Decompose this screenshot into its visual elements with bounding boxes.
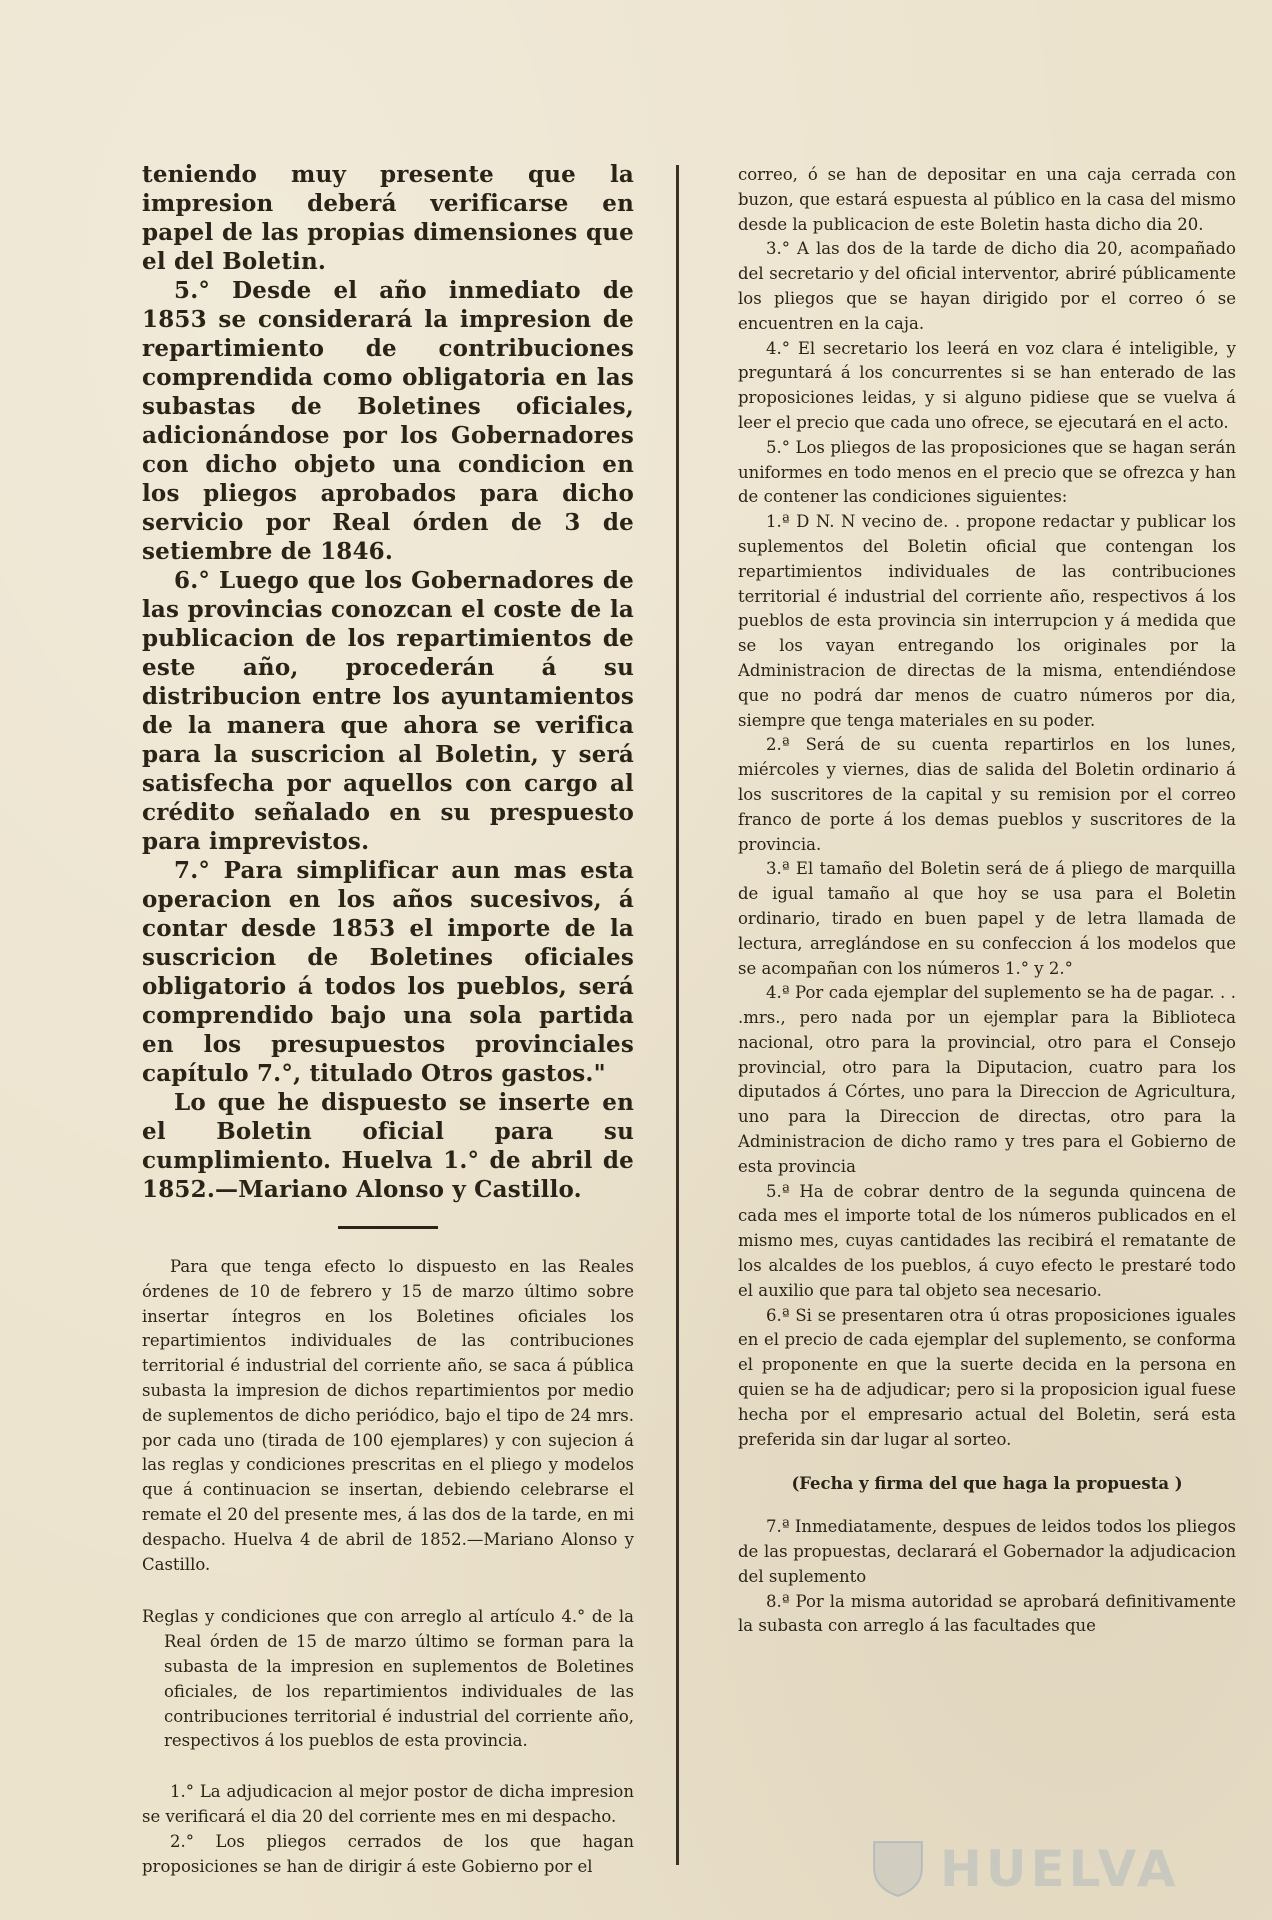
left-column	[142, 160, 634, 1879]
article-6-text: 6.° Luego que los Gobernadores de las provincias conozcan el coste de la publicacion de los repartimientos de este año, procederán á su distribucion entre los ayuntamientos de la manera que ahora se verifica para la suscricion al Boletin, y será satisfecha por aquellos con cargo al crédito señalado en su prespuesto para imprevistos.	[142, 567, 634, 855]
article-5-text: 5.° Desde el año inmediato de 1853 se considerará la impresion de repartimiento de contribuciones comprendida como obligatoria en las subastas de Boletines oficiales, adicionándose por los Gobernadores con dicho objeto una condicion en los pliegos aprobados para dicho servicio por Real órden de 3 de setiembre de 1846.	[142, 277, 634, 565]
condition-4	[738, 981, 1236, 1179]
rule-8	[738, 1590, 1236, 1640]
column-divider	[676, 165, 679, 1865]
auction-announcement-text: Para que tenga efecto lo dispuesto en las Reales órdenes de 10 de febrero y 15 de marzo último sobre insertar íntegros en los Boletines oficiales los repartimientos individuales de las contribuciones territorial é industrial del corriente año, se saca á pública subasta la impresion de dichos repartimientos por medio de suplementos de dicho periódico, bajo el tipo de 24 mrs. por cada uno (tirada de 100 ejemplares) y con sujecion á las reglas y condiciones prescritas en el pliego y modelos que á continuacion se insertan, debiendo celebrarse el remate el 20 del presente mes, á las dos de la tarde, en mi despacho. Huelva 4 de abril de 1852.—Mariano Alonso y Castillo.	[142, 1257, 634, 1574]
rule-2-end: correo, ó se han de depositar en una caja cerrada con buzon, que estará espuesta al público en la casa del mismo desde la publicacion de este Boletin hasta dicho dia 20.	[738, 165, 1236, 234]
rule-3-text: 3.° A las dos de la tarde de dicho dia 20, acompañado del secretario y del oficial interventor, abriré públicamente los pliegos que se hayan dirigido por el correo ó se encuentren en la caja.	[738, 239, 1236, 333]
watermark-text: HUELVA	[940, 1840, 1180, 1898]
condition-3	[738, 857, 1236, 981]
rule-1	[142, 1780, 634, 1830]
rule-8-text: 8.ª Por la misma autoridad se aprobará definitivamente la subasta con arreglo á las facultades que	[738, 1591, 1236, 1636]
article-6-paragraph	[142, 566, 634, 856]
article-7-text: 7.° Para simplificar aun mas esta operacion en los años sucesivos, á contar desde 1853 el importe de la suscricion de Boletines oficiales obligatorio á todos los pueblos, será comprendido bajo una sola partida en los presupuestos provinciales capítulo 7.°, titulado Otros gastos."	[142, 857, 634, 1087]
auction-announcement	[142, 1255, 634, 1577]
right-column	[738, 163, 1236, 1639]
watermark-shield-icon	[870, 1838, 926, 1898]
intro-paragraph: teniendo muy presente que la impresion deberá verificarse en papel de las propias dimensiones que el del Boletin.	[142, 161, 634, 275]
rule-2-start	[142, 1830, 634, 1880]
condition-3-text: 3.ª El tamaño del Boletin será de á pliego de marquilla de igual tamaño al que hoy se usa para el Boletin ordinario, tirado en buen papel y de letra llamada de lectura, arreglándose en su confeccion á los modelos que se acompañan con los números 1.° y 2.°	[738, 859, 1236, 978]
condition-1-text: 1.ª D N. N vecino de. . propone redactar y publicar los suplementos del Boletin oficial que contengan los repartimientos individuales de las contribuciones territorial é industrial del corriente año, respectivos á los pueblos de esta provincia sin interrupcion y á medida que se los vayan entregando los originales por la Administracion de directas de la misma, entendiéndose que no podrá dar menos de cuatro números por dia, siempre que tenga materiales en su poder.	[738, 512, 1236, 730]
condition-5	[738, 1180, 1236, 1304]
rules-title: Reglas y condiciones que con arreglo al artículo 4.° de la Real órden de 15 de marzo último se forman para la subasta de la impresion en suplementos de Boletines oficiales, de los repartimientos individuales de las contribuciones territorial é industrial del corriente año, respectivos á los pueblos de esta provincia.	[142, 1607, 634, 1751]
condition-1	[738, 510, 1236, 733]
closing-paragraph	[142, 1088, 634, 1204]
article-5-paragraph	[142, 276, 634, 566]
closing-text: Lo que he dispuesto se inserte en el Boletin oficial para su cumplimiento. Huelva 1.° de abril de 1852.—Mariano Alonso y Castillo.	[142, 1089, 634, 1203]
condition-2	[738, 733, 1236, 857]
condition-6	[738, 1304, 1236, 1453]
rule-3	[738, 237, 1236, 336]
condition-5-text: 5.ª Ha de cobrar dentro de la segunda quincena de cada mes el importe total de los números publicados en el mismo mes, cuyas cantidades las recibirá el rematante de los alcaldes de los pueblos, á cuyo efecto le prestaré todo el auxilio que para tal objeto sea necesario.	[738, 1181, 1236, 1300]
section-separator	[338, 1226, 438, 1229]
rule-2-start-text: 2.° Los pliegos cerrados de los que hagan proposiciones se han de dirigir á este Gobierno por el	[142, 1831, 634, 1876]
rule-7	[738, 1515, 1236, 1589]
article-7-paragraph	[142, 856, 634, 1088]
rule-4-text: 4.° El secretario los leerá en voz clara é inteligible, y preguntará á los concurrentes si se han enterado de las proposiciones leidas, y si alguno pidiese que se vuelva á leer el precio que cada uno ofrece, se ejecutará en el acto.	[738, 338, 1236, 432]
condition-2-text: 2.ª Será de su cuenta repartirlos en los lunes, miércoles y viernes, dias de salida del Boletin ordinario á los suscritores de la capital y su remision por el correo franco de porte á los demas pueblos y suscritores de la provincia.	[738, 735, 1236, 854]
rule-5-text: 5.° Los pliegos de las proposiciones que se hagan serán uniformes en todo menos en el precio que se ofrezca y han de contener las condiciones siguientes:	[738, 437, 1236, 507]
rule-1-text: 1.° La adjudicacion al mejor postor de dicha impresion se verificará el dia 20 del corriente mes en mi despacho.	[142, 1782, 634, 1826]
condition-6-text: 6.ª Si se presentaren otra ú otras proposiciones iguales en el precio de cada ejemplar del suplemento, se conforma el proponente en que la suerte decida en la persona en quien se ha de adjudicar; pero si la proposicion igual fuese hecha por el empresario actual del Boletin, será esta preferida sin dar lugar al sorteo.	[738, 1305, 1236, 1449]
rule-7-text: 7.ª Inmediatamente, despues de leidos todos los pliegos de las propuestas, declarará el Gobernador la adjudicacion del suplemento	[738, 1517, 1236, 1586]
rule-5	[738, 436, 1236, 510]
rule-4	[738, 337, 1236, 436]
condition-4-text: 4.ª Por cada ejemplar del suplemento se ha de pagar. . . .mrs., pero nada por un ejemplar para la Biblioteca nacional, otro para la provincial, otro para el Consejo provincial, otro para la Diputacion, cuatro para los diputados á Córtes, uno para la Direccion de Agricultura, uno para la Direccion de directas, otro para la Administracion de dicho ramo y tres para el Gobierno de esta provincia	[738, 983, 1236, 1176]
signature-line: (Fecha y firma del que haga la propuesta )	[791, 1474, 1183, 1494]
